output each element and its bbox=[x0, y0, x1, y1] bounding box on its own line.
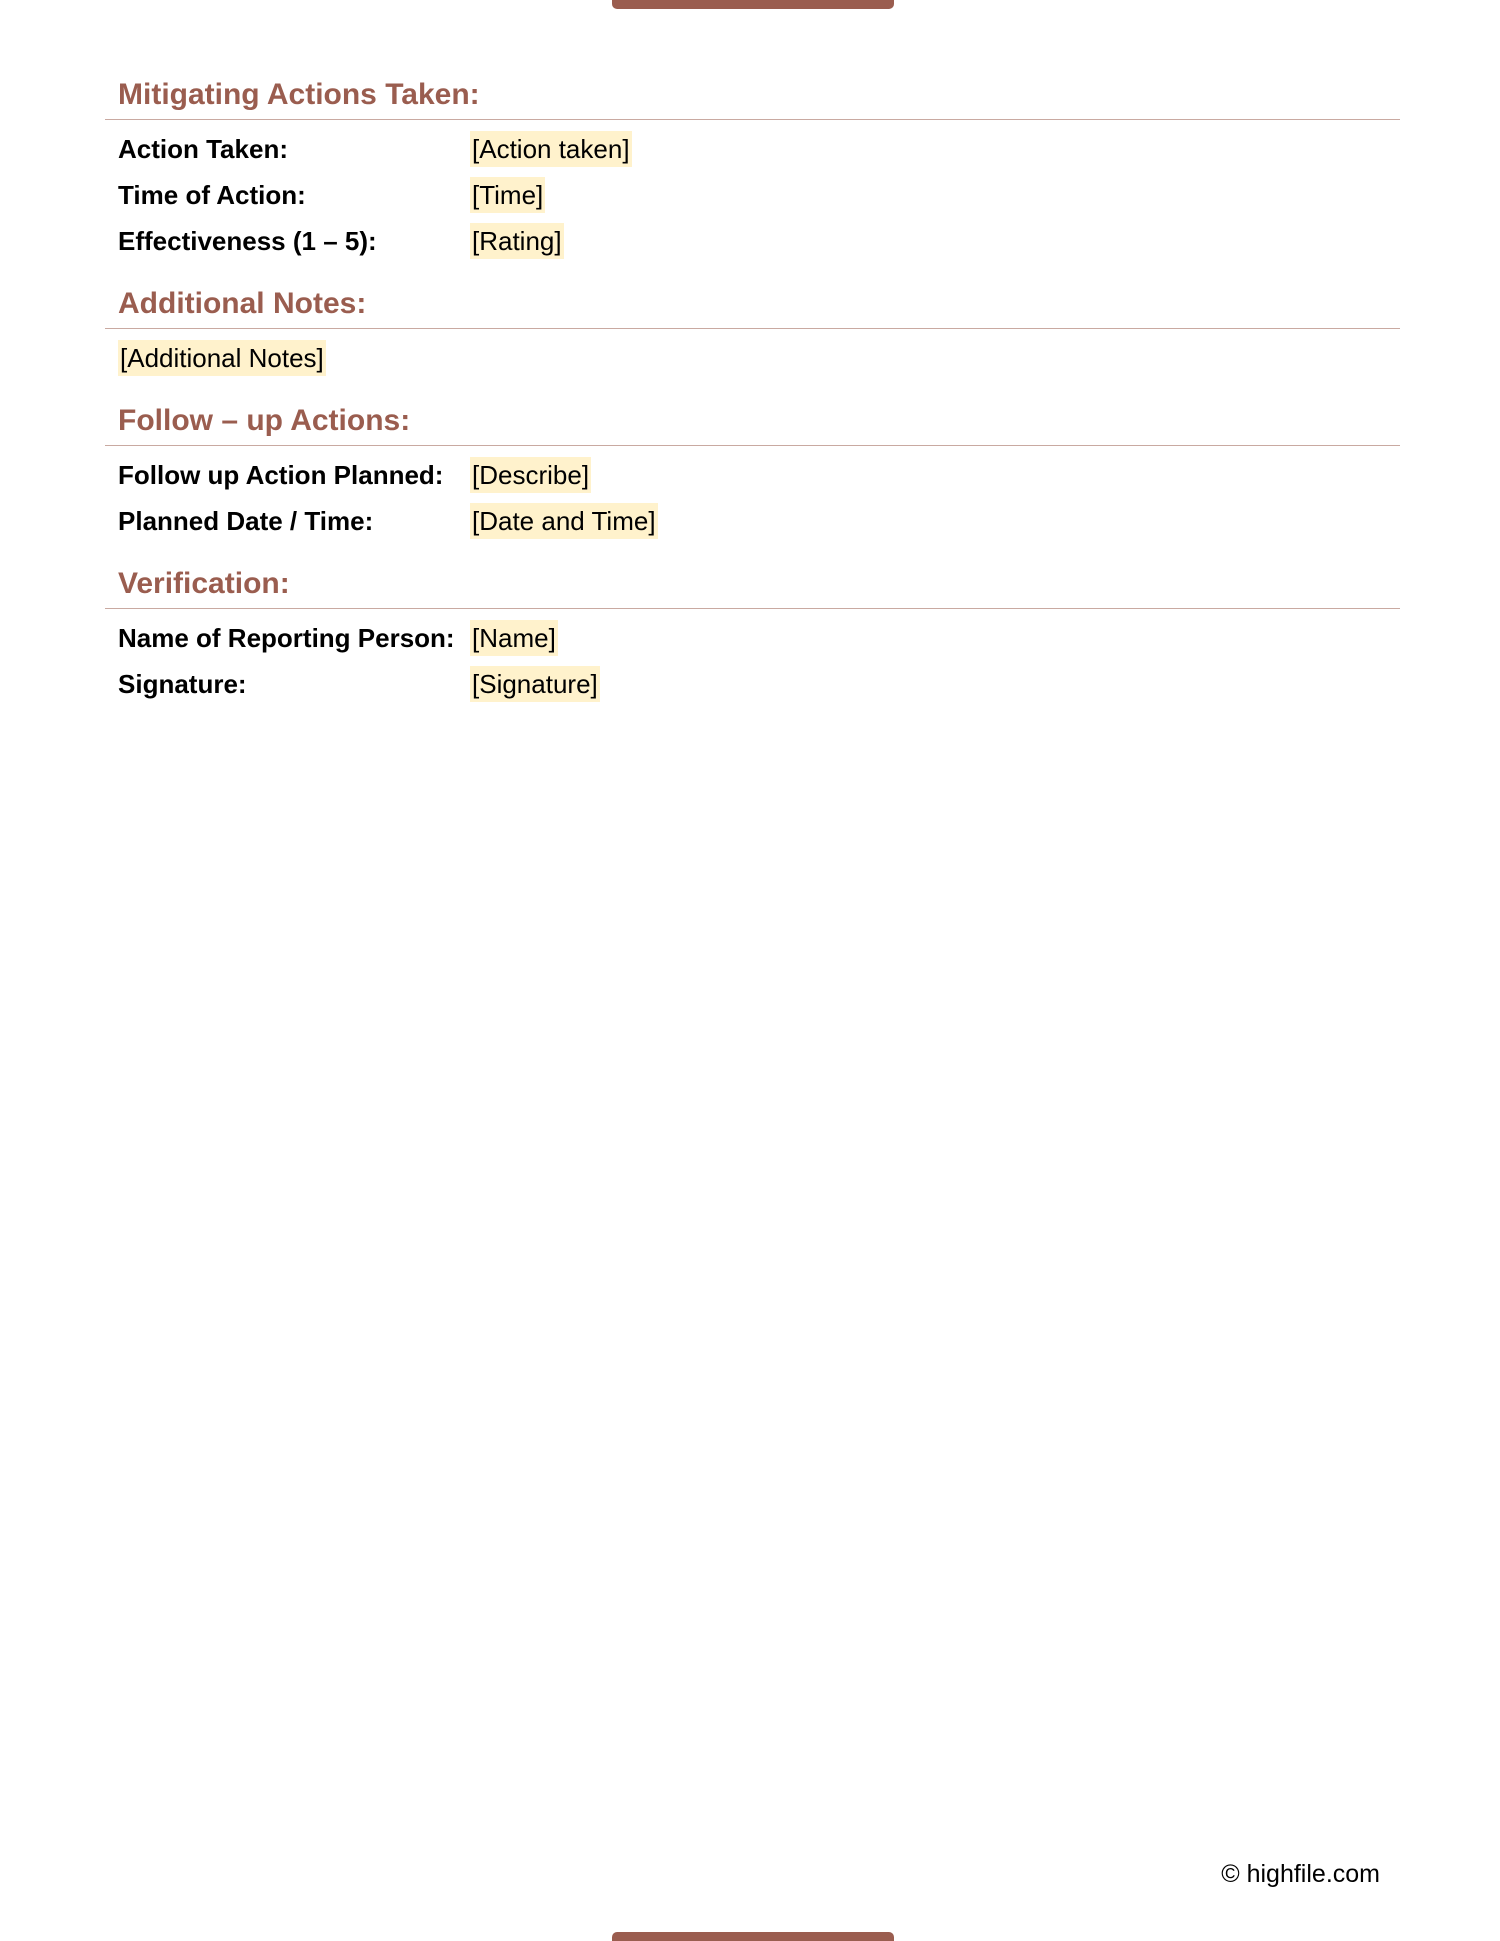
field-row-action-taken bbox=[105, 126, 1400, 172]
field-value-name[interactable]: [Name] bbox=[470, 620, 558, 656]
field-row-effectiveness bbox=[105, 218, 1400, 264]
field-label: Effectiveness (1 – 5): bbox=[118, 225, 377, 256]
section-additional-notes bbox=[105, 284, 1400, 381]
field-row-planned-date-time bbox=[105, 498, 1400, 544]
form-content bbox=[105, 75, 1400, 727]
field-row-reporting-person bbox=[105, 615, 1400, 661]
field-label: Follow up Action Planned: bbox=[118, 459, 444, 490]
field-row-additional-notes bbox=[105, 335, 1400, 381]
field-label: Time of Action: bbox=[118, 179, 306, 210]
field-row-time-of-action bbox=[105, 172, 1400, 218]
field-value-signature[interactable]: [Signature] bbox=[470, 666, 600, 702]
field-label: Planned Date / Time: bbox=[118, 505, 374, 536]
field-value-time[interactable]: [Time] bbox=[470, 177, 545, 213]
section-heading: Verification: bbox=[105, 564, 1400, 609]
copyright-footer: © highfile.com bbox=[1221, 1860, 1380, 1888]
bottom-decorative-tab bbox=[612, 1932, 894, 1941]
section-verification bbox=[105, 564, 1400, 707]
field-label: Action Taken: bbox=[118, 133, 288, 164]
field-label: Signature: bbox=[118, 668, 247, 699]
section-follow-up-actions bbox=[105, 401, 1400, 544]
field-row-signature bbox=[105, 661, 1400, 707]
field-label: Name of Reporting Person: bbox=[118, 622, 455, 653]
field-value-rating[interactable]: [Rating] bbox=[470, 223, 564, 259]
section-mitigating-actions bbox=[105, 75, 1400, 264]
section-heading: Mitigating Actions Taken: bbox=[105, 75, 1400, 120]
field-value-date-time[interactable]: [Date and Time] bbox=[470, 503, 658, 539]
top-decorative-tab bbox=[612, 0, 894, 9]
field-value-additional-notes[interactable]: [Additional Notes] bbox=[118, 340, 326, 376]
section-heading: Follow – up Actions: bbox=[105, 401, 1400, 446]
field-value-describe[interactable]: [Describe] bbox=[470, 457, 591, 493]
field-value-action-taken[interactable]: [Action taken] bbox=[470, 131, 632, 167]
section-heading: Additional Notes: bbox=[105, 284, 1400, 329]
field-row-follow-up-action bbox=[105, 452, 1400, 498]
